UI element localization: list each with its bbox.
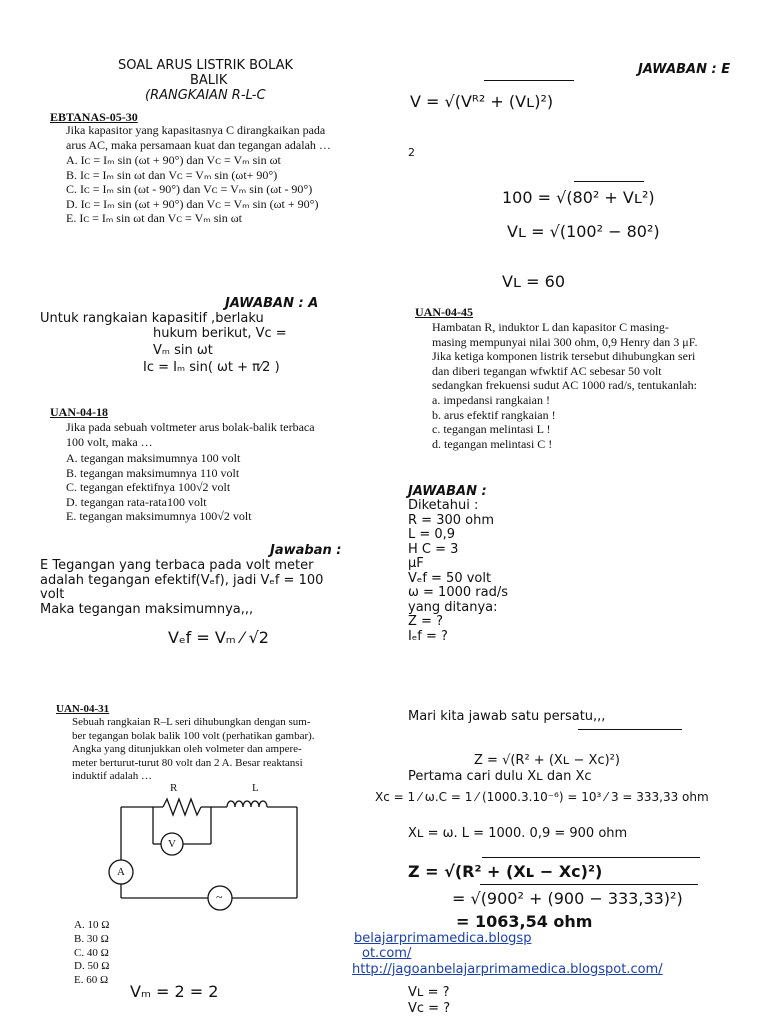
sqrt-bar-1 — [484, 80, 574, 81]
q1-options — [66, 153, 318, 226]
q3-text-line: induktif adalah … — [72, 770, 153, 782]
z-step-2: = √(900² + (900 − 333,33)²) — [452, 889, 683, 908]
sqrt-bar-2 — [574, 181, 644, 182]
q1-option: E. Iᴄ = Iₘ sin ωt dan Vᴄ = Vₘ sin ωt — [66, 211, 242, 225]
q2-expl-line: adalah tegangan efektif(Vₑf), jadi Vₑf = 100 — [40, 572, 324, 588]
q4-options — [432, 393, 556, 451]
q3-bottom-formula: Vₘ = 2 = 2 — [130, 982, 219, 1001]
known-line: L = 0,9 — [408, 527, 456, 542]
inductor-label: L — [252, 782, 259, 794]
ac-source-label: ~ — [216, 890, 223, 904]
xl-calc: Xʟ = ω. L = 1000. 0,9 = 900 ohm — [408, 826, 628, 841]
q2-text-line: Jika pada sebuah voltmeter arus bolak-balik terbaca — [66, 420, 315, 434]
z-step-3: = 1063,54 ohm — [456, 912, 593, 931]
q2-code: UAN-04-18 — [50, 405, 108, 419]
q3-option: C. 40 Ω — [74, 946, 109, 959]
q2-option: D. tegangan rata-rata100 volt — [66, 494, 207, 509]
vl-question: Vʟ = ? — [408, 985, 450, 1000]
q2-expl-line: volt — [40, 587, 65, 602]
known-line: yang ditanya: — [408, 599, 498, 615]
formula-v-total: V = √(Vᴿ² + (Vʟ)²) — [410, 92, 554, 111]
q2-formula: Vₑf = Vₘ ⁄ √2 — [168, 628, 269, 647]
q1-option: A. Iᴄ = Iₘ sin (ωt + 90°) dan Vᴄ = Vₘ sin ωt — [66, 153, 281, 167]
rl-circuit-diagram — [105, 780, 310, 915]
q1-expl-1: Untuk rangkaian kapasitif ,berlaku — [40, 311, 264, 326]
q1-expl-3: Vₘ sin ωt — [153, 343, 213, 358]
known-line: μF — [408, 556, 424, 571]
q1-text-line: Jika kapasitor yang kapasitasnya C dirangkaikan pada — [66, 123, 326, 137]
q3-text-line: Sebuah rangkaian R–L seri dihubungkan dengan sum- — [72, 716, 311, 728]
formula-100: 100 = √(80² + Vʟ²) — [502, 188, 655, 207]
q4-text-line: masing mempunyai nilai 300 ohm, 0,9 Henry dan 3 μF. — [432, 334, 698, 349]
q4-text-line: sedangkan frekuensi sudut AC 1000 rad/s, tentukanlah: — [432, 378, 697, 392]
q3-options — [74, 919, 109, 988]
known-line: Vₑf = 50 volt — [408, 570, 492, 586]
ammeter-label: A — [117, 866, 125, 878]
known-line: Diketahui : — [408, 498, 479, 513]
step-x: Pertama cari dulu Xʟ dan Xᴄ — [408, 769, 592, 784]
title-line-1: SOAL ARUS LISTRIK BOLAK — [118, 58, 294, 73]
title-line-3: (RANGKAIAN R-L-C — [145, 88, 266, 103]
q2-text-line: 100 volt, maka … — [66, 434, 153, 449]
q3-option: A. 10 Ω — [74, 919, 110, 931]
resistor-label: R — [170, 782, 178, 794]
q4-text-line: Hambatan R, induktor L dan kapasitor C masing- — [432, 320, 669, 334]
q3-text-line: Angka yang ditunjukkan oleh volmeter dan ampere- — [72, 743, 302, 755]
q3-option: B. 30 Ω — [74, 932, 109, 945]
q2-options — [66, 451, 252, 524]
step-intro: Mari kita jawab satu persatu,,, — [408, 709, 606, 724]
q1-code: EBTANAS-05-30 — [50, 110, 138, 124]
q1-expl-2: hukum berikut, Vᴄ = — [153, 326, 287, 341]
q3-text — [72, 716, 315, 784]
sqrt-bar-3 — [578, 729, 682, 730]
q2-option: C. tegangan efektifnya 100√2 volt — [66, 480, 231, 494]
q1-option: C. Iᴄ = Iₘ sin (ωt - 90°) dan Vᴄ = Vₘ sin (ωt - 90°) — [66, 182, 313, 196]
blog-link-full[interactable]: http://jagoanbelajarprimamedica.blogspot.com/ — [352, 962, 663, 977]
q3-option: E. 60 Ω — [74, 974, 109, 987]
q2-text — [66, 420, 315, 449]
answer-e-label: JAWABAN : E — [638, 62, 731, 77]
known-line: H C = 3 — [408, 541, 459, 557]
title-line-2: BALIK — [190, 73, 228, 88]
blog-link-part-1[interactable]: belajarprimamedica.blogsp — [354, 931, 532, 946]
exponent-2: 2 — [408, 146, 415, 159]
formula-vl-sqrt: Vʟ = √(100² − 80²) — [507, 222, 660, 241]
sqrt-bar-5 — [480, 884, 698, 885]
q3-text-line: ber tegangan bolak balik 100 volt (perhatikan gambar). — [72, 729, 315, 742]
q2-option: B. tegangan maksimumnya 110 volt — [66, 465, 240, 480]
answer4-title: JAWABAN : — [408, 484, 487, 499]
q3-option: D. 50 Ω — [74, 960, 110, 973]
q4-text — [432, 320, 697, 393]
q4-option: d. tegangan melintasi C ! — [432, 436, 553, 451]
q4-option: c. tegangan melintasi L ! — [432, 422, 551, 436]
known-line: ω = 1000 rad/s — [408, 585, 508, 600]
blog-link-part-2[interactable]: ot.com/ — [362, 946, 412, 961]
q2-expl-line: E Tegangan yang terbaca pada volt meter — [40, 558, 314, 573]
q2-answer: Jawaban : — [270, 543, 342, 558]
known-line: Z = ? — [408, 614, 443, 629]
q1-option: B. Iᴄ = Iₘ sin ωt dan Vᴄ = Vₘ sin (ωt+ 90°) — [66, 167, 278, 182]
q1-expl-4: Iᴄ = Iₘ sin( ωt + π⁄2 ) — [143, 360, 280, 375]
q2-expl-line: Maka tegangan maksimumnya,,, — [40, 601, 254, 617]
xc-calc: Xᴄ = 1 ⁄ ω.C = 1 ⁄ (1000.3.10⁻⁶) = 10³ ⁄ 3 = 333,33 ohm — [375, 790, 709, 804]
q2-option: E. tegangan maksimumnya 100√2 volt — [66, 509, 252, 523]
voltmeter-label: V — [168, 838, 176, 850]
q3-text-line: meter berturut-turut 80 volt dan 2 A. Besar reaktansi — [72, 756, 303, 769]
q2-expl — [40, 559, 323, 617]
vc-question: Vᴄ = ? — [408, 1001, 451, 1016]
q4-text-line: Jika ketiga komponen listrik tersebut dihubungkan seri — [432, 349, 696, 363]
z-step-1: Z = √(R² + (Xʟ − Xᴄ)²) — [408, 862, 603, 881]
q2-option: A. tegangan maksimumnya 100 volt — [66, 451, 241, 465]
q1-answer: JAWABAN : A — [225, 296, 319, 311]
q4-code: UAN-04-45 — [415, 305, 473, 319]
z-formula: Z = √(R² + (Xʟ − Xᴄ)²) — [474, 753, 620, 768]
q4-option: a. impedansi rangkaian ! — [432, 393, 550, 407]
answer4-known — [408, 499, 508, 644]
known-line: R = 300 ohm — [408, 512, 494, 528]
sqrt-bar-4 — [482, 857, 700, 858]
q1-text — [66, 123, 331, 152]
q4-text-line: dan diberi tegangan wfwktif AC sebesar 50 volt — [432, 363, 662, 378]
known-line: Iₑf = ? — [408, 628, 448, 644]
q1-option: D. Iᴄ = Iₘ sin (ωt + 90°) dan Vᴄ = Vₘ sin (ωt + 90°) — [66, 196, 319, 211]
q4-option: b. arus efektif rangkaian ! — [432, 407, 556, 422]
q1-text-line: arus AC, maka persamaan kuat dan tegangan adalah … — [66, 137, 331, 152]
formula-vl-result: Vʟ = 60 — [502, 272, 565, 291]
q3-code: UAN-04-31 — [56, 703, 110, 715]
